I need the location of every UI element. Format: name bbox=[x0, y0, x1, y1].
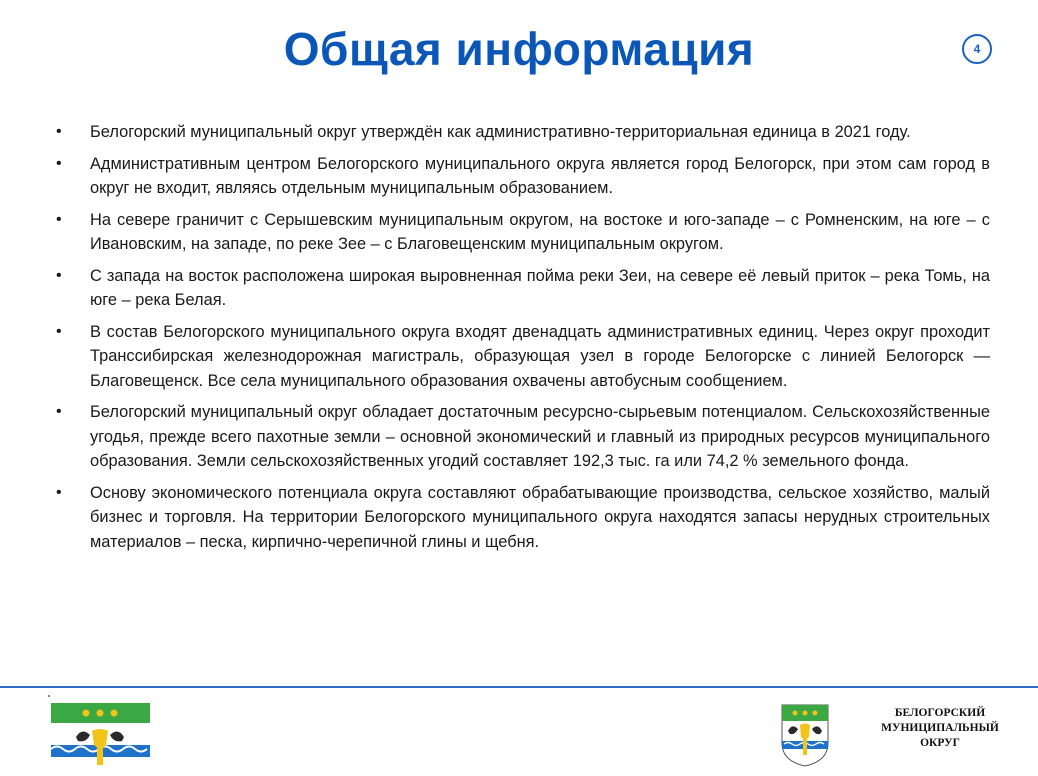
org-name-line: ОКРУГ bbox=[920, 737, 960, 749]
bullet-item: • Основу экономического потенциала округа составляют обрабатывающие производства, сельское хозяйство, малый бизнес и торговля. На территории Белогорского муниципального округа находятся запасы нерудных строительных материалов – песка, кирпично-черепичной глины и щебня. bbox=[56, 481, 990, 555]
bullet-item: • Белогорский муниципальный округ утверждён как административно-территориальная единица в 2021 году. bbox=[56, 120, 990, 145]
page-number-badge: 4 bbox=[962, 34, 992, 64]
footer-divider bbox=[0, 686, 1038, 688]
main-content bbox=[56, 120, 990, 561]
bullet-item: • В состав Белогорского муниципального округа входят двенадцать административных единиц. Через округ проходит Транссибирская железнодорожная магистраль, образующая узел в городе Белогорске с линией Белогорск — Благовещенск. Все села муниципального образования охвачены автобусным сообщением. bbox=[56, 320, 990, 394]
coat-of-arms-icon bbox=[780, 703, 830, 767]
bullet-item: • Административным центром Белогорского муниципального округа является город Белогорск, при этом сам город в округ не входит, являясь отдельным муниципальным образованием. bbox=[56, 152, 990, 201]
org-name-line: МУНИЦИПАЛЬНЫЙ bbox=[881, 722, 999, 734]
organization-name bbox=[860, 706, 1020, 751]
bullet-item: • На севере граничит с Серышевским муниципальным округом, на востоке и юго-западе – с Ромненским, на юге – с Ивановским, на западе, по реке Зее – с Благовещенским муниципальным округом. bbox=[56, 208, 990, 257]
info-bullet-list bbox=[56, 120, 990, 554]
org-name-line: БЕЛОГОРСКИЙ bbox=[894, 707, 986, 719]
municipal-flag-icon bbox=[48, 697, 150, 773]
slide-title: Общая информация bbox=[283, 23, 755, 75]
bullet-item: • С запада на восток расположена широкая выровненная пойма реки Зеи, на севере её левый приток – река Томь, на юге – река Белая. bbox=[56, 264, 990, 313]
bullet-item: • Белогорский муниципальный округ обладает достаточным ресурсно-сырьевым потенциалом. Сельскохозяйственные угодья, прежде всего пахотные земли – основной экономический и главный из природных ресурсов муниципального образования. Земли сельскохозяйственных угодий составляет 192,3 тыс. га или 74,2 % земельного фонда. bbox=[56, 400, 990, 474]
